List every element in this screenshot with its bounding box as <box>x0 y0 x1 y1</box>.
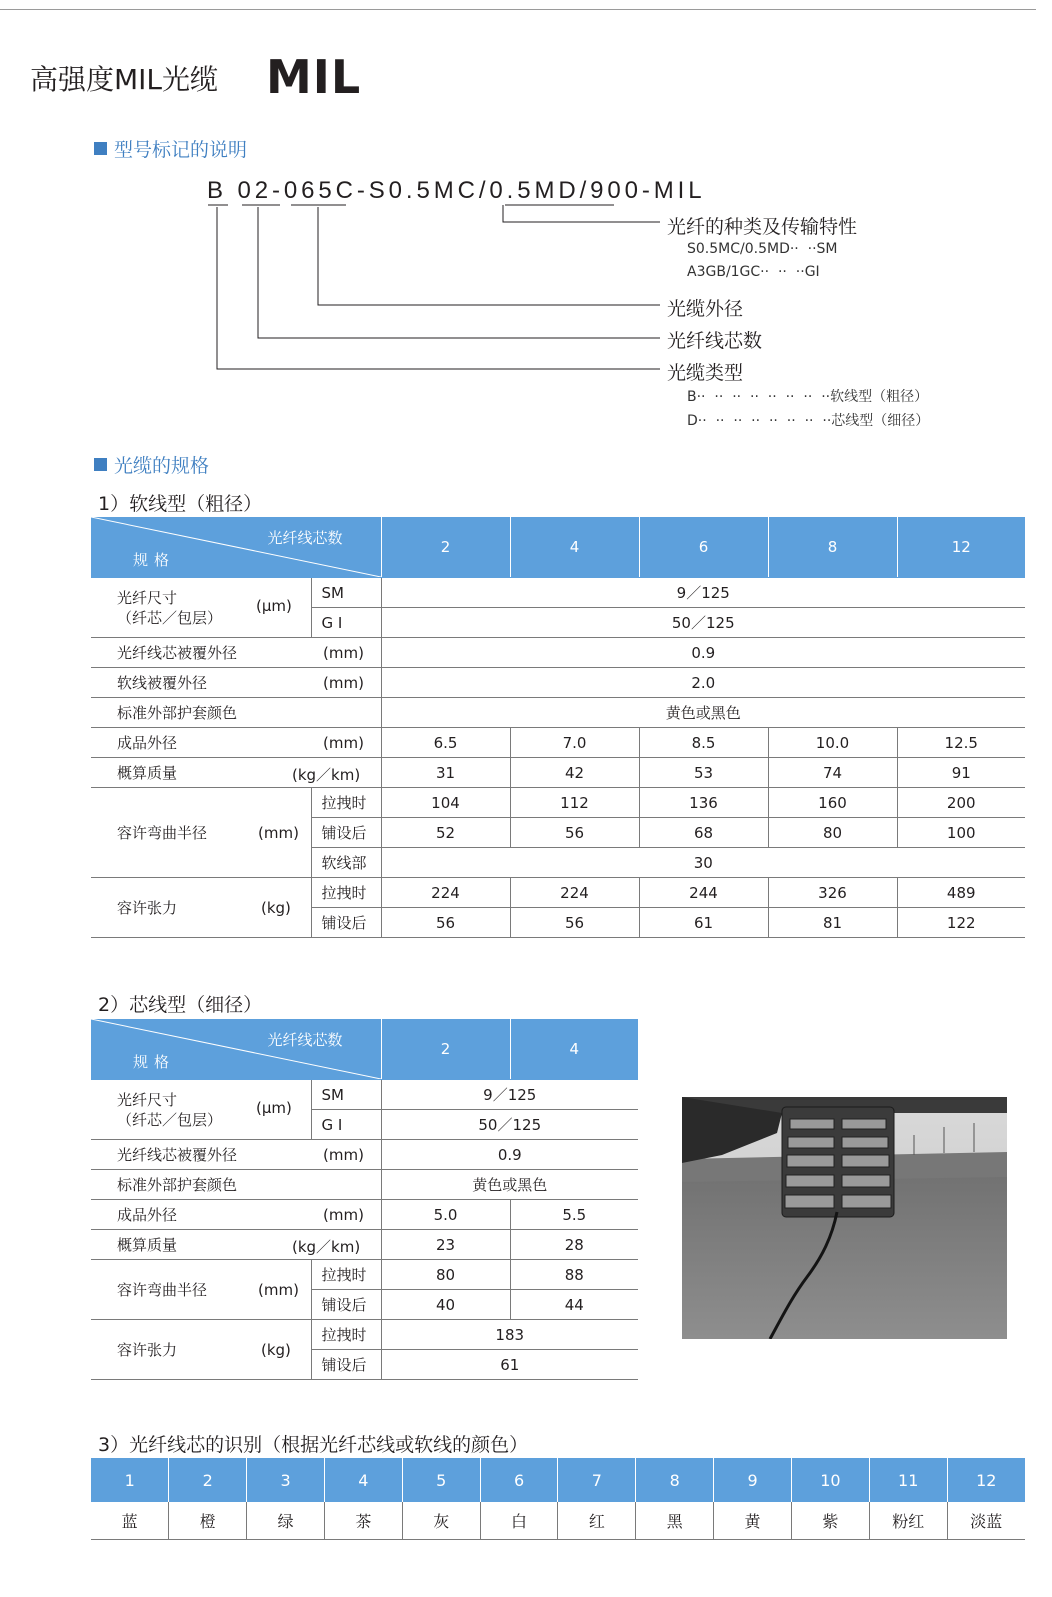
table-row <box>91 1080 638 1110</box>
sub-label-sm: SM <box>311 578 381 608</box>
cell: 黄色或黑色 <box>381 1170 638 1200</box>
row-label-mass: 概算质量 (kg／km) <box>91 1230 381 1260</box>
row-label-fiber-size: 光纤尺寸 （纤芯／包层） (μm) <box>91 578 311 638</box>
diagram-outer-dia: 光缆外径 <box>667 298 744 320</box>
cell: 0.9 <box>381 1140 638 1170</box>
table-row <box>91 1260 638 1290</box>
cell: 80 <box>768 818 897 848</box>
cell: 56 <box>381 908 510 938</box>
cell: 44 <box>510 1290 638 1320</box>
cell: 224 <box>510 878 639 908</box>
cell: 326 <box>768 878 897 908</box>
col-header: 2 <box>381 517 510 578</box>
page-title: 高强度MIL光缆 <box>30 63 219 96</box>
cell: 黄 <box>714 1502 792 1540</box>
col-header: 12 <box>947 1458 1025 1502</box>
square-bullet-icon <box>94 458 107 471</box>
cell: 244 <box>639 878 768 908</box>
cell: 489 <box>897 878 1025 908</box>
row-label-cord-coat: 软线被覆外径 (mm) <box>91 668 381 698</box>
cell: 50／125 <box>381 608 1025 638</box>
cell: 81 <box>768 908 897 938</box>
model-code: B 02-065C-S0.5MC/0.5MD/900-MIL <box>207 177 706 204</box>
row-label-od: 成品外径 (mm) <box>91 728 381 758</box>
cell: 53 <box>639 758 768 788</box>
cell: 绿 <box>247 1502 325 1540</box>
table-row <box>91 668 1025 698</box>
col-header: 8 <box>636 1458 714 1502</box>
cell: 6.5 <box>381 728 510 758</box>
fiber-color-id-table <box>91 1458 1025 1540</box>
col-header: 1 <box>91 1458 169 1502</box>
col-header: 10 <box>791 1458 869 1502</box>
table-row <box>91 1170 638 1200</box>
cell: 蓝 <box>91 1502 169 1540</box>
row-label-core-coat: 光纤线芯被覆外径 (mm) <box>91 1140 381 1170</box>
col-header: 6 <box>480 1458 558 1502</box>
cell: 黄色或黑色 <box>381 698 1025 728</box>
cell: 136 <box>639 788 768 818</box>
model-code-diagram <box>0 0 1052 440</box>
col-header: 2 <box>381 1019 510 1080</box>
cell: 56 <box>510 908 639 938</box>
sub-label-pull: 拉拽时 <box>311 788 381 818</box>
table-header-row <box>91 517 1025 578</box>
cell: 91 <box>897 758 1025 788</box>
table-row <box>91 758 1025 788</box>
cell: 灰 <box>402 1502 480 1540</box>
diagram-cable-type: 光缆类型 <box>667 362 744 384</box>
row-label-bend: 容许弯曲半径 (mm) <box>91 1260 311 1320</box>
cell: 2.0 <box>381 668 1025 698</box>
cell: 50／125 <box>381 1110 638 1140</box>
track-photo-illustration <box>682 1097 1007 1339</box>
cell: 80 <box>381 1260 510 1290</box>
cell: 淡蓝 <box>947 1502 1025 1540</box>
col-header: 2 <box>169 1458 247 1502</box>
cell: 白 <box>480 1502 558 1540</box>
cell: 橙 <box>169 1502 247 1540</box>
col-header: 5 <box>402 1458 480 1502</box>
spec-table-cord-type <box>91 517 1025 938</box>
cell: 224 <box>381 878 510 908</box>
row-label-core-coat: 光纤线芯被覆外径 (mm) <box>91 638 381 668</box>
spec-table-core-type <box>91 1019 638 1380</box>
table-row <box>91 1230 638 1260</box>
table2-heading: 2）芯线型（细径） <box>98 994 263 1016</box>
table-row <box>91 638 1025 668</box>
table-row <box>91 728 1025 758</box>
cell: 160 <box>768 788 897 818</box>
col-header: 12 <box>897 517 1025 578</box>
row-label-tension: 容许张力 (kg) <box>91 1320 311 1380</box>
diagram-fiber-type: 光纤的种类及传输特性 <box>667 216 858 238</box>
table-row <box>91 788 1025 818</box>
cell: 112 <box>510 788 639 818</box>
col-header: 4 <box>510 1019 638 1080</box>
sub-label-sm: SM <box>311 1080 381 1110</box>
col-header: 6 <box>639 517 768 578</box>
table-row <box>91 578 1025 608</box>
table-row <box>91 1140 638 1170</box>
table-header-row <box>91 1019 638 1080</box>
cell: 61 <box>381 1350 638 1380</box>
table-row <box>91 1200 638 1230</box>
table-corner-cell <box>91 1019 381 1080</box>
table3-heading: 3）光纤线芯的识别（根据光纤芯线或软线的颜色） <box>98 1434 529 1456</box>
table-row <box>91 1320 638 1350</box>
cell: 30 <box>381 848 1025 878</box>
cell: 8.5 <box>639 728 768 758</box>
corner-core-count: 光纤线芯数 <box>267 529 343 547</box>
col-header: 4 <box>510 517 639 578</box>
section-heading-spec: 光缆的规格 <box>94 451 209 478</box>
row-label-jacket: 标准外部护套颜色 <box>91 698 381 728</box>
corner-spec: 规格 <box>133 1053 176 1071</box>
cell: 10.0 <box>768 728 897 758</box>
cell: 200 <box>897 788 1025 818</box>
unit: (μm) <box>256 597 292 615</box>
cell: 9／125 <box>381 578 1025 608</box>
cell: 5.5 <box>510 1200 638 1230</box>
cell: 5.0 <box>381 1200 510 1230</box>
section-heading-model: 型号标记的说明 <box>94 135 247 162</box>
cell: 100 <box>897 818 1025 848</box>
sub-label-laid: 铺设后 <box>311 1350 381 1380</box>
cell: 183 <box>381 1320 638 1350</box>
cell: 42 <box>510 758 639 788</box>
page-title-mil: MIL <box>266 50 362 104</box>
cell: 0.9 <box>381 638 1025 668</box>
table-row <box>91 878 1025 908</box>
row-label-jacket: 标准外部护套颜色 <box>91 1170 381 1200</box>
col-header: 8 <box>768 517 897 578</box>
col-header: 7 <box>558 1458 636 1502</box>
cell: 68 <box>639 818 768 848</box>
cell: 31 <box>381 758 510 788</box>
cell: 104 <box>381 788 510 818</box>
row-label-od: 成品外径 (mm) <box>91 1200 381 1230</box>
cell: 红 <box>558 1502 636 1540</box>
cell: 28 <box>510 1230 638 1260</box>
cell: 茶 <box>324 1502 402 1540</box>
cell: 黑 <box>636 1502 714 1540</box>
cell: 23 <box>381 1230 510 1260</box>
diagram-fiber-type-gi: A3GB/1GC·· ·· ··GI <box>687 264 820 280</box>
table1-heading: 1）软线型（粗径） <box>98 493 263 515</box>
sub-label-pull: 拉拽时 <box>311 1320 381 1350</box>
cell: 9／125 <box>381 1080 638 1110</box>
cell: 74 <box>768 758 897 788</box>
sub-label-pull: 拉拽时 <box>311 1260 381 1290</box>
table-row <box>91 1502 1025 1540</box>
cell: 12.5 <box>897 728 1025 758</box>
photo-track-over-cable <box>682 1097 1007 1339</box>
row-label-tension: 容许张力 (kg) <box>91 878 311 938</box>
sub-label-laid: 铺设后 <box>311 818 381 848</box>
row-label-bend: 容许弯曲半径 (mm) <box>91 788 311 878</box>
unit: (μm) <box>256 1099 292 1117</box>
cell: 61 <box>639 908 768 938</box>
table-header-row <box>91 1458 1025 1502</box>
sub-label-gi: G I <box>311 1110 381 1140</box>
col-header: 3 <box>247 1458 325 1502</box>
cell: 88 <box>510 1260 638 1290</box>
cell: 紫 <box>791 1502 869 1540</box>
cell: 7.0 <box>510 728 639 758</box>
corner-core-count: 光纤线芯数 <box>267 1031 343 1049</box>
cell: 粉红 <box>869 1502 947 1540</box>
sub-label-pull: 拉拽时 <box>311 878 381 908</box>
diagram-cable-type-d: D·· ·· ·· ·· ·· ·· ·· ··芯线型（细径） <box>687 413 930 429</box>
cell: 52 <box>381 818 510 848</box>
cell: 122 <box>897 908 1025 938</box>
diagram-fiber-type-sm: S0.5MC/0.5MD·· ··SM <box>687 241 838 257</box>
cell: 40 <box>381 1290 510 1320</box>
col-header: 9 <box>714 1458 792 1502</box>
col-header: 4 <box>324 1458 402 1502</box>
table-row <box>91 698 1025 728</box>
row-label-mass: 概算质量 (kg／km) <box>91 758 381 788</box>
diagram-cable-type-b: B·· ·· ·· ·· ·· ·· ·· ··软线型（粗径） <box>687 389 929 405</box>
corner-spec: 规格 <box>133 551 176 569</box>
sub-label-laid: 铺设后 <box>311 1290 381 1320</box>
sub-label-gi: G I <box>311 608 381 638</box>
cell: 56 <box>510 818 639 848</box>
row-label-fiber-size: 光纤尺寸 （纤芯／包层） (μm) <box>91 1080 311 1140</box>
sub-label-cord: 软线部 <box>311 848 381 878</box>
table-corner-cell <box>91 517 381 578</box>
col-header: 11 <box>869 1458 947 1502</box>
diagram-core-count: 光纤线芯数 <box>667 330 763 352</box>
sub-label-laid: 铺设后 <box>311 908 381 938</box>
